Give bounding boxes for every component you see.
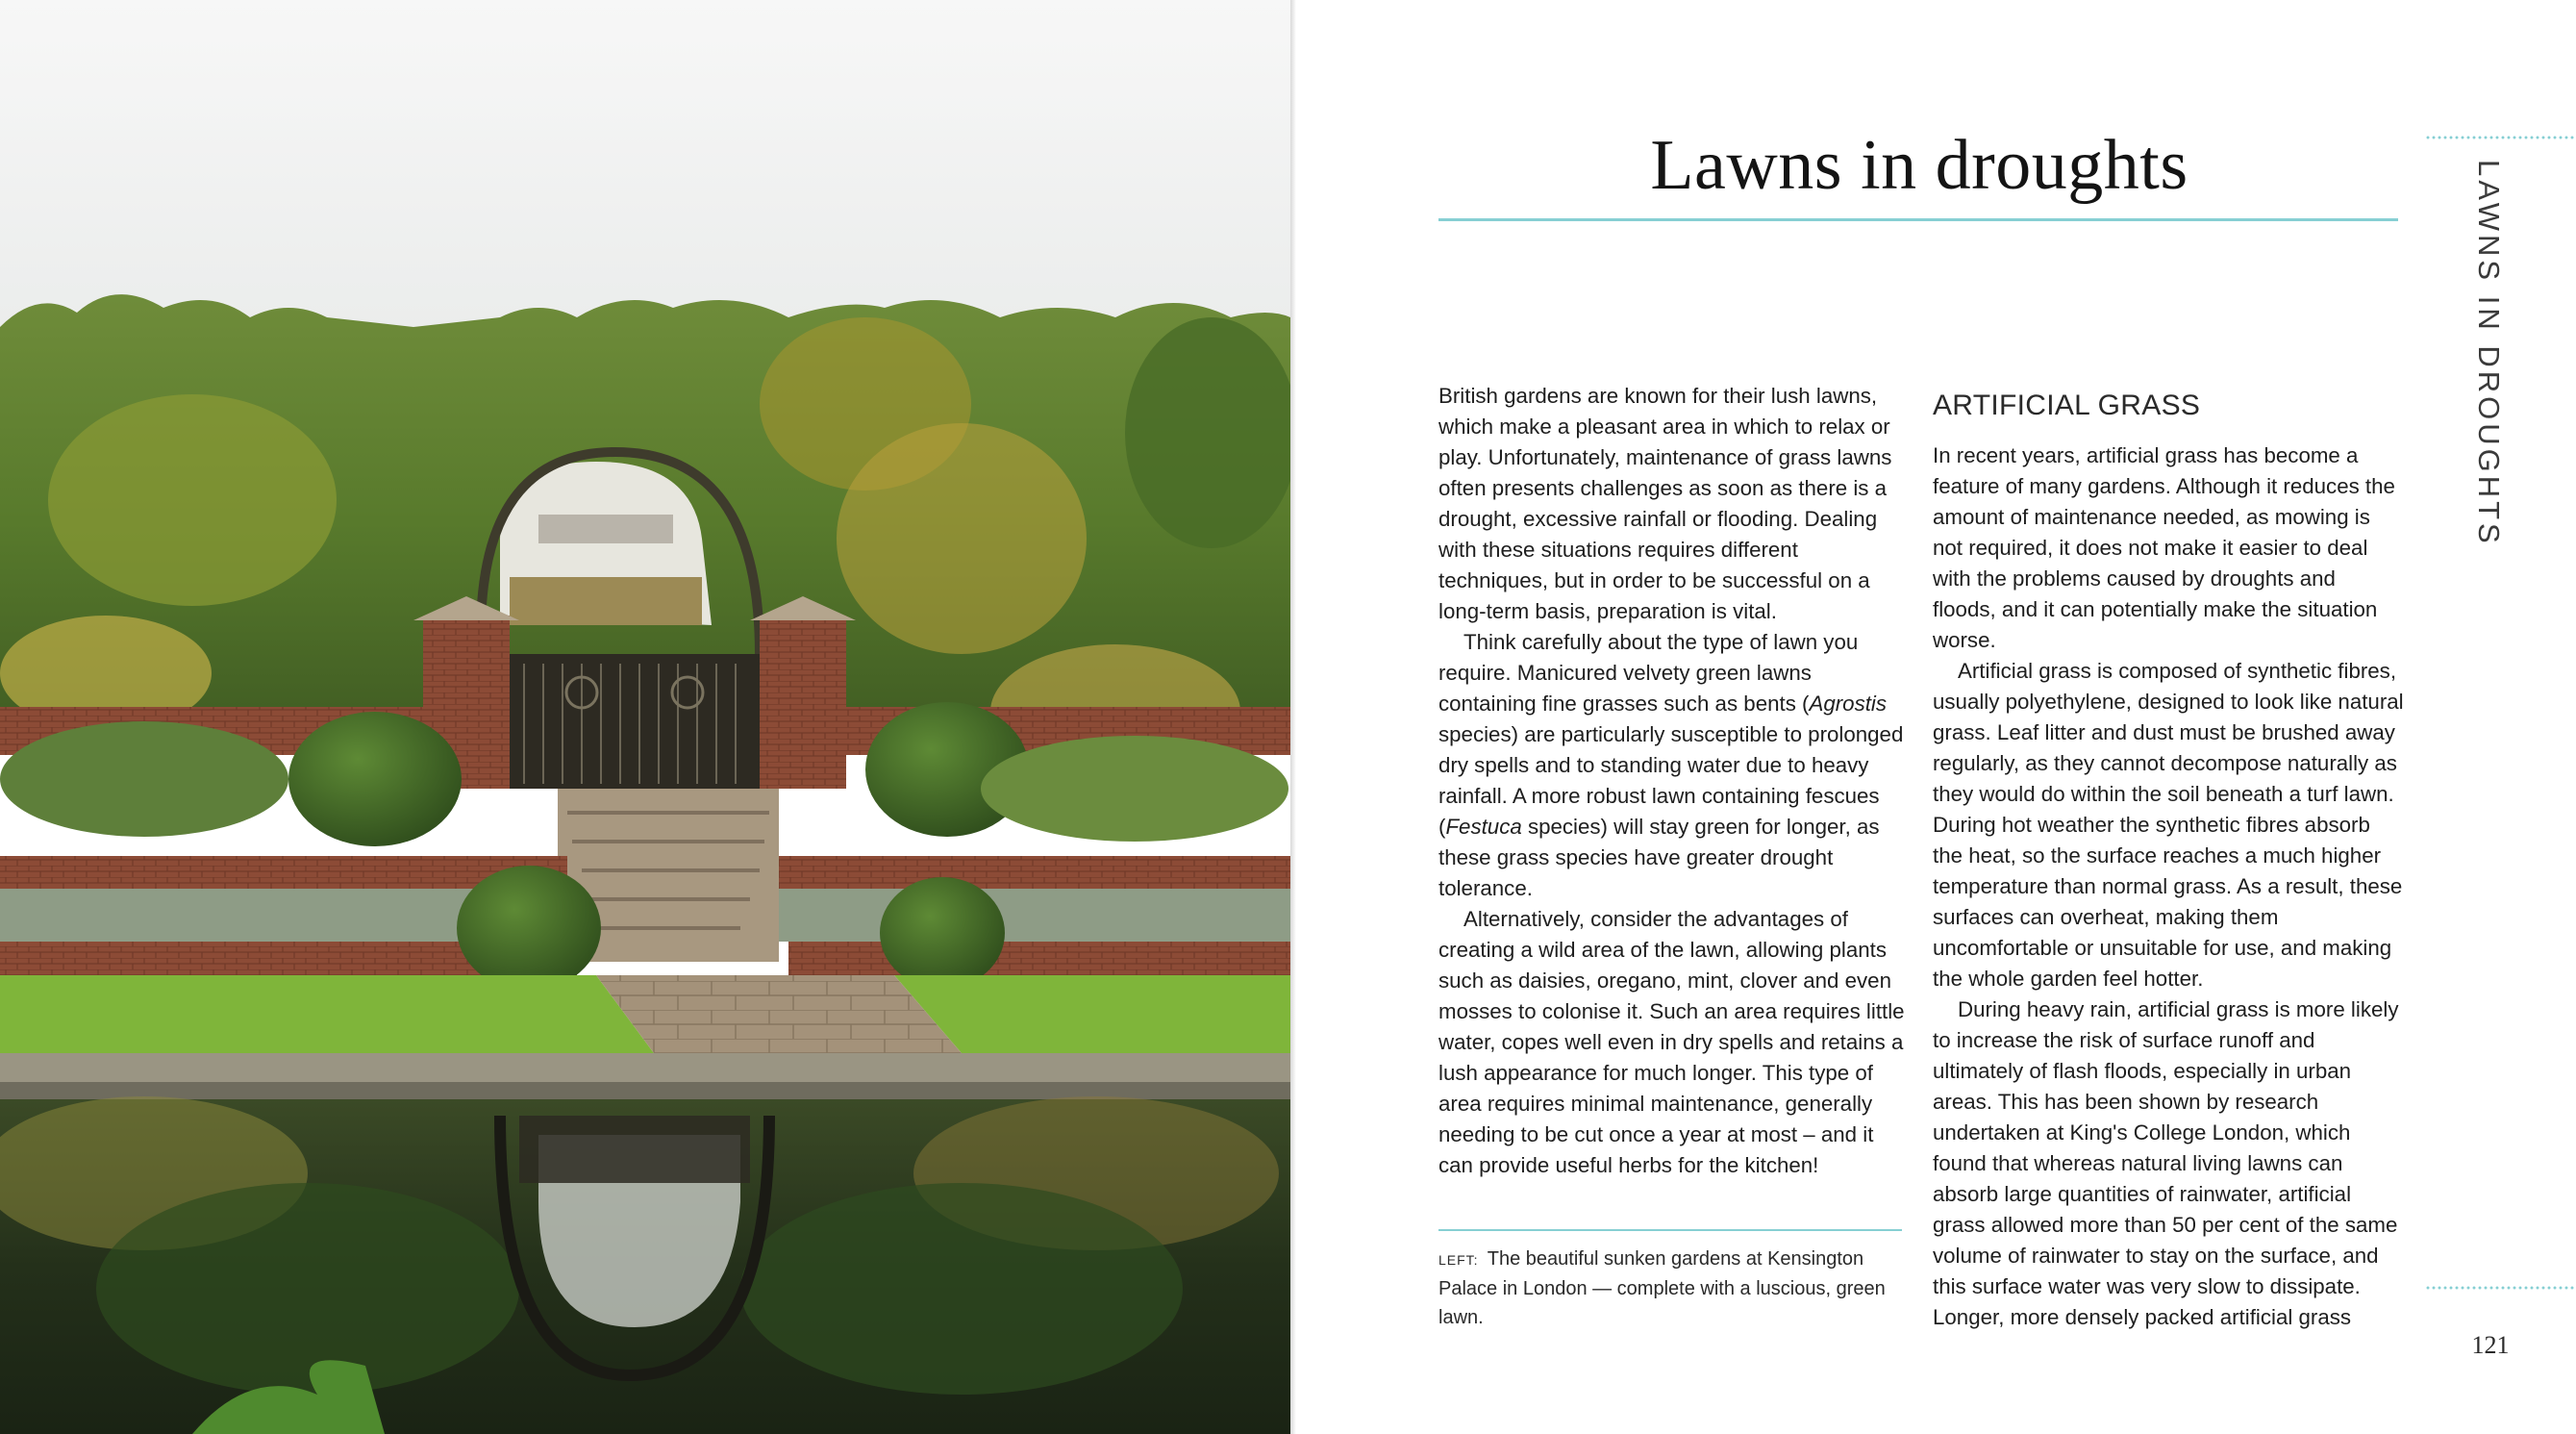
title-underline [1438, 218, 2398, 221]
photo-caption [1438, 1245, 1919, 1332]
caption-text: The beautiful sunken gardens at Kensington Palace in London — complete with a luscious, green lawn. [1438, 1248, 1886, 1328]
text-run: Think carefully about the type of lawn you require. Manicured velvety green lawns containing fine grasses such as bents ( [1438, 630, 1859, 716]
caption-rule [1438, 1229, 1902, 1231]
section-heading-artificial-grass: ARTIFICIAL GRASS [1933, 390, 2201, 421]
italic-genus-festuca: Festuca [1445, 815, 1522, 839]
paragraph-artificial-composition: Artificial grass is composed of synthetic fibres, usually polyethylene, designed to look like natural grass. Leaf litter and dust must be brushed away regularly, as they cannot decompose naturally as they would do within the soil beneath a turf lawn. During hot weather the synthetic fibres absorb the heat, so the surface reaches a much higher temperature than normal grass. As a result, these surfaces can overheat, making them uncomfortable or unsuitable for use, and making the whole garden feel hotter. [1933, 659, 2404, 991]
paragraph-intro: British gardens are known for their lush lawns, which make a pleasant area in which to relax or play. Unfortunately, maintenance of grass lawns often presents challenges as soon as there is a drought, excessive rainfall or flooding. Dealing with these situations requires different techniques, but in order to be successful on a long-term basis, preparation is vital. [1438, 384, 1892, 623]
running-head-rule-top [2425, 135, 2576, 140]
text-run: species) are particularly susceptible to prolonged dry spells and to standing water due to heavy rainfall. A more robust lawn containing fescues ( [1438, 722, 1904, 839]
right-text-column [1933, 381, 2404, 1333]
page-title: Lawns in droughts [1650, 126, 2188, 205]
running-head: LAWNS IN DROUGHTS [2472, 160, 2506, 547]
italic-genus-agrostis: Agrostis [1809, 692, 1888, 716]
caption-label: LEFT: [1438, 1252, 1479, 1268]
paragraph-wild-area: Alternatively, consider the advantages of creating a wild area of the lawn, allowing plants such as daisies, oregano, mint, clover and even mosses to colonise it. Such an area requires little water, copes well even in dry spells and retains a lush appearance for much longer. This type of area requires minimal maintenance, generally needing to be cut once a year at most – and it can provide useful herbs for the kitchen! [1438, 907, 1905, 1177]
text-run: species) will stay green for longer, as these grass species have greater drought tolerance. [1438, 815, 1880, 900]
running-head-rule-bottom [2425, 1285, 2576, 1291]
paragraph-lawn-type [1438, 627, 1912, 904]
paragraph-artificial-rain: During heavy rain, artificial grass is more likely to increase the risk of surface runoff and ultimately of flash floods, especially in urban areas. This has been shown by research undertaken at King's College London, which found that whereas natural living lawns can absorb large quantities of rainwater, artificial grass allowed more than 50 per cent of the same volume of rainwater to stay on the surface, and this surface water was very slow to dissipate. Longer, more densely packed artificial grass [1933, 997, 2399, 1329]
paragraph-artificial-intro: In recent years, artificial grass has become a feature of many gardens. Although it reduces the amount of maintenance needed, as mowing is not required, it does not make it easier to deal with the problems caused by droughts and floods, and it can potentially make the situation worse. [1933, 443, 2395, 652]
left-text-column [1438, 381, 1912, 1181]
page-number: 121 [2471, 1331, 2510, 1359]
page-gutter [1290, 0, 1296, 1434]
